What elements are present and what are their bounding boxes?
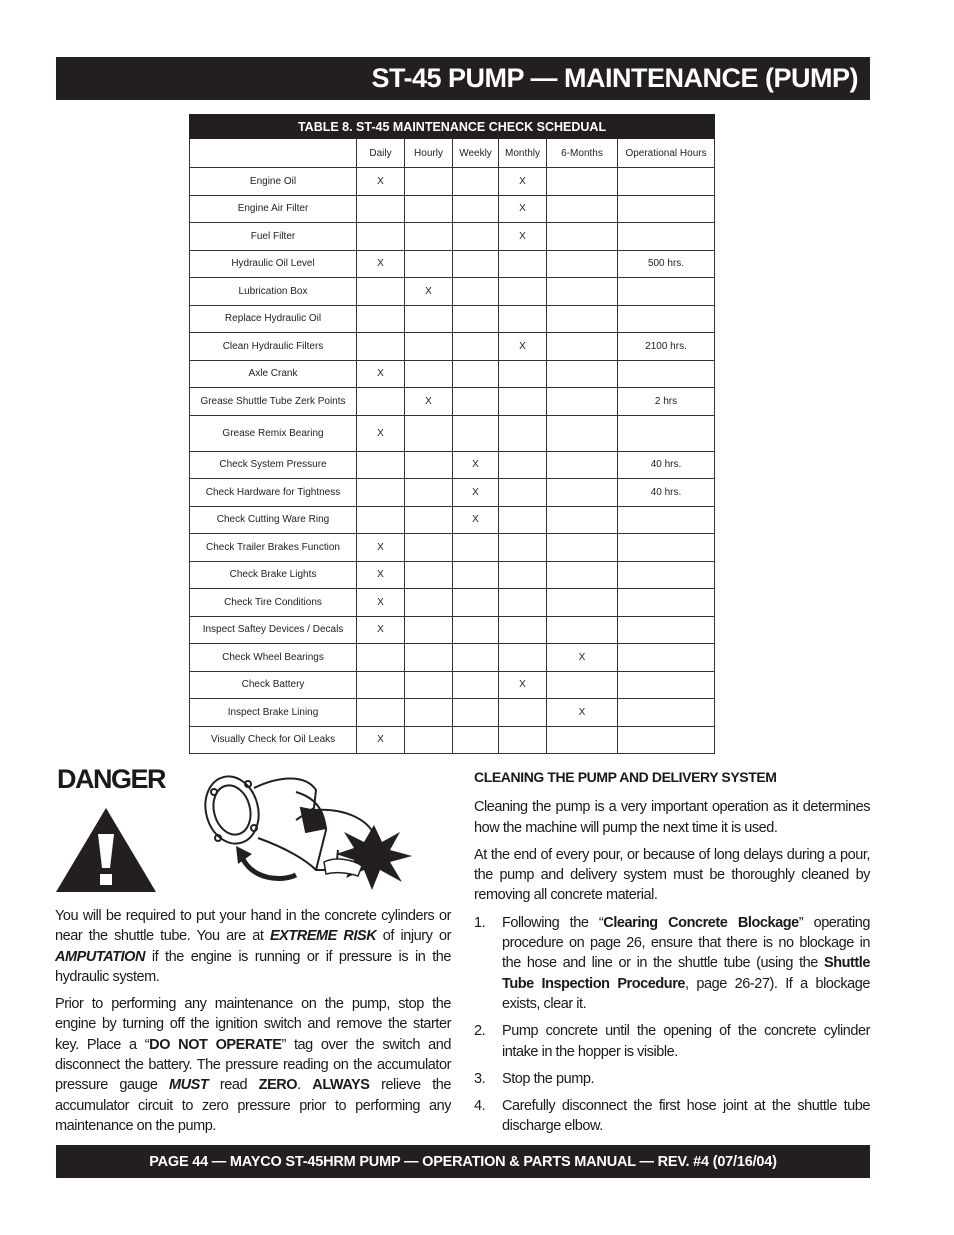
table-cell: X — [357, 168, 405, 196]
table-cell: X — [357, 589, 405, 617]
table-cell — [405, 589, 453, 617]
danger-text — [55, 906, 451, 1143]
footer-text: PAGE 44 — MAYCO ST-45HRM PUMP — OPERATION & PARTS MANUAL — REV. #4 (07/16/04) — [149, 1153, 777, 1170]
table-cell — [453, 671, 499, 699]
table-cell: 40 hrs. — [618, 479, 715, 507]
table-cell-task: Fuel Filter — [190, 223, 357, 251]
table-cell: X — [357, 726, 405, 754]
table-cell-task: Inspect Brake Lining — [190, 699, 357, 727]
table-cell-task: Check Cutting Ware Ring — [190, 506, 357, 534]
table-cell — [499, 644, 547, 672]
table-row — [190, 726, 715, 754]
table-cell — [499, 561, 547, 589]
table-cell — [453, 415, 499, 451]
cleaning-step: 3. Stop the pump. — [474, 1070, 595, 1087]
table-cell: X — [357, 415, 405, 451]
table-cell-task: Check Brake Lights — [190, 561, 357, 589]
table-cell — [357, 479, 405, 507]
column-header: 6-Months — [547, 139, 618, 168]
table-cell — [547, 479, 618, 507]
table-cell — [547, 388, 618, 416]
table-cell — [357, 278, 405, 306]
table-cell-task: Visually Check for Oil Leaks — [190, 726, 357, 754]
column-header: Monthly — [499, 139, 547, 168]
table-caption: TABLE 8. ST-45 MAINTENANCE CHECK SCHEDUAL — [190, 115, 715, 139]
table-cell-task: Grease Remix Bearing — [190, 415, 357, 451]
table-cell: X — [357, 534, 405, 562]
table-cell — [405, 195, 453, 223]
table-cell — [499, 305, 547, 333]
table-cell: X — [453, 506, 499, 534]
table-cell — [547, 451, 618, 479]
table-cell — [357, 644, 405, 672]
table-cell-task: Clean Hydraulic Filters — [190, 333, 357, 361]
cleaning-paragraph-1: Cleaning the pump is a very important operation as it determines how the machine will pump the next time it is used. — [474, 799, 870, 836]
table-cell-task: Check Wheel Bearings — [190, 644, 357, 672]
table-cell — [453, 250, 499, 278]
table-cell — [499, 278, 547, 306]
table-cell-task: Check Tire Conditions — [190, 589, 357, 617]
table-row — [190, 479, 715, 507]
table-row — [190, 451, 715, 479]
warning-triangle-icon — [54, 806, 158, 894]
table-cell: X — [357, 360, 405, 388]
table-row — [190, 415, 715, 451]
table-cell — [405, 415, 453, 451]
column-header: Operational Hours — [618, 139, 715, 168]
table-cell: X — [405, 388, 453, 416]
table-cell: 2100 hrs. — [618, 333, 715, 361]
table-cell — [547, 671, 618, 699]
table-cell-task: Replace Hydraulic Oil — [190, 305, 357, 333]
table-cell: 40 hrs. — [618, 451, 715, 479]
amputation-hazard-illustration — [196, 770, 421, 895]
table-cell — [547, 223, 618, 251]
table-cell — [499, 415, 547, 451]
page-title: ST-45 PUMP — MAINTENANCE (PUMP) — [371, 63, 858, 93]
table-cell — [547, 333, 618, 361]
table-cell: X — [357, 250, 405, 278]
table-cell — [453, 534, 499, 562]
table-cell — [499, 534, 547, 562]
table-cell — [357, 699, 405, 727]
table-cell — [618, 415, 715, 451]
table-cell — [405, 479, 453, 507]
table-row — [190, 168, 715, 196]
table-row — [190, 250, 715, 278]
table-cell — [547, 506, 618, 534]
table-row — [190, 333, 715, 361]
table-cell — [453, 726, 499, 754]
table-cell — [405, 534, 453, 562]
danger-paragraph-2: Prior to performing any maintenance on the pump, stop the engine by turning off the ignition switch and remove the starter key. Place a “DO NOT OPERATE” tag over the switch and disconnect the battery. The pressure reading on the accumulator pressure gauge MUST read ZERO. ALWAYS relieve the accumulator circuit to zero pressure prior to performing any maintenance on the pump. — [55, 996, 451, 1134]
table-cell — [357, 333, 405, 361]
table-cell-task: Check System Pressure — [190, 451, 357, 479]
maintenance-schedule-table — [189, 114, 715, 754]
table-cell — [618, 726, 715, 754]
table-cell — [547, 250, 618, 278]
cleaning-section — [474, 767, 870, 1144]
table-cell: X — [357, 561, 405, 589]
table-cell: X — [499, 671, 547, 699]
column-header — [190, 139, 357, 168]
table-cell-task: Check Hardware for Tightness — [190, 479, 357, 507]
table-cell-task: Check Trailer Brakes Function — [190, 534, 357, 562]
danger-heading: DANGER — [57, 764, 166, 794]
table-cell — [405, 561, 453, 589]
table-cell — [618, 278, 715, 306]
table-cell — [357, 671, 405, 699]
table-cell — [453, 589, 499, 617]
table-cell — [405, 333, 453, 361]
table-row — [190, 388, 715, 416]
table-cell — [453, 561, 499, 589]
table-cell — [405, 506, 453, 534]
table-cell — [618, 305, 715, 333]
table-row — [190, 506, 715, 534]
table-cell — [357, 305, 405, 333]
table-cell — [499, 451, 547, 479]
table-cell — [618, 699, 715, 727]
table-cell — [618, 561, 715, 589]
table-cell — [499, 388, 547, 416]
table-cell: X — [405, 278, 453, 306]
table-cell — [405, 168, 453, 196]
cleaning-step: 4. Carefully disconnect the first hose joint at the shuttle tube discharge elbow. — [474, 1098, 870, 1135]
table-header-row — [190, 139, 715, 168]
cleaning-heading: CLEANING THE PUMP AND DELIVERY SYSTEM — [474, 769, 777, 785]
table-cell — [547, 726, 618, 754]
table-row — [190, 305, 715, 333]
table-cell-task: Check Battery — [190, 671, 357, 699]
column-header: Daily — [357, 139, 405, 168]
table-cell — [547, 415, 618, 451]
table-cell — [547, 589, 618, 617]
column-header: Weekly — [453, 139, 499, 168]
table-cell — [453, 616, 499, 644]
table-cell — [618, 168, 715, 196]
table-cell: 2 hrs — [618, 388, 715, 416]
table-cell — [618, 671, 715, 699]
table-cell-task: Engine Oil — [190, 168, 357, 196]
table-cell — [547, 534, 618, 562]
table-cell: X — [499, 333, 547, 361]
table-cell — [499, 506, 547, 534]
table-cell: X — [499, 223, 547, 251]
table-cell — [453, 644, 499, 672]
table-cell — [547, 616, 618, 644]
table-cell — [453, 699, 499, 727]
table-row — [190, 589, 715, 617]
table-cell — [499, 726, 547, 754]
table-row — [190, 278, 715, 306]
table-cell — [618, 534, 715, 562]
table-cell — [499, 589, 547, 617]
table-cell — [499, 360, 547, 388]
table-cell — [453, 333, 499, 361]
table-cell — [357, 506, 405, 534]
table-row — [190, 195, 715, 223]
table-cell — [547, 195, 618, 223]
table-cell-task: Hydraulic Oil Level — [190, 250, 357, 278]
table-cell — [499, 479, 547, 507]
table-cell — [547, 561, 618, 589]
table-cell — [618, 223, 715, 251]
table-cell: X — [453, 479, 499, 507]
table-cell — [499, 699, 547, 727]
table-cell — [405, 223, 453, 251]
table-row — [190, 223, 715, 251]
table-cell — [357, 451, 405, 479]
table-cell — [405, 451, 453, 479]
table-cell — [618, 506, 715, 534]
table-cell: 500 hrs. — [618, 250, 715, 278]
cleaning-step: 2. Pump concrete until the opening of the concrete cylinder intake in the hopper is visible. — [474, 1023, 870, 1060]
table-cell-task: Axle Crank — [190, 360, 357, 388]
table-cell — [405, 360, 453, 388]
table-cell — [499, 616, 547, 644]
table-cell — [547, 168, 618, 196]
table-row — [190, 644, 715, 672]
table-cell — [547, 278, 618, 306]
page-footer — [56, 1145, 870, 1178]
table-cell — [453, 278, 499, 306]
table-cell — [453, 388, 499, 416]
table-cell — [357, 388, 405, 416]
table-cell — [618, 360, 715, 388]
table-cell-task: Inspect Saftey Devices / Decals — [190, 616, 357, 644]
table-cell — [405, 250, 453, 278]
table-cell — [405, 699, 453, 727]
table-cell — [357, 223, 405, 251]
table-cell — [547, 305, 618, 333]
column-header: Hourly — [405, 139, 453, 168]
table-cell — [453, 305, 499, 333]
table-cell — [405, 616, 453, 644]
table-cell — [547, 360, 618, 388]
danger-paragraph-1: You will be required to put your hand in the concrete cylinders or near the shuttle tube. You are at EXTREME RISK of injury or AMPUTATION if the engine is running or if pressure is in the hydraulic system. — [55, 908, 451, 985]
table-cell: X — [357, 616, 405, 644]
table-cell-task: Grease Shuttle Tube Zerk Points — [190, 388, 357, 416]
table-cell — [357, 195, 405, 223]
table-cell — [405, 305, 453, 333]
table-row — [190, 534, 715, 562]
table-cell — [453, 223, 499, 251]
table-cell — [453, 195, 499, 223]
table-cell — [405, 726, 453, 754]
table-cell: X — [547, 644, 618, 672]
table-row — [190, 671, 715, 699]
table-cell — [618, 195, 715, 223]
table-cell — [499, 250, 547, 278]
table-cell — [405, 671, 453, 699]
table-cell: X — [547, 699, 618, 727]
table-row — [190, 360, 715, 388]
table-cell — [405, 644, 453, 672]
table-cell — [618, 644, 715, 672]
table-cell: X — [499, 168, 547, 196]
table-cell — [618, 616, 715, 644]
table-cell — [453, 360, 499, 388]
cleaning-step: 1. Following the “Clearing Concrete Blockage” operating procedure on page 26, ensure that there is no blockage in the hose and line or in the shuttle tube (using the Shuttle Tube Inspection Procedure, page 26-27). If a blockage exists, clear it. — [474, 914, 870, 1012]
table-row — [190, 561, 715, 589]
table-cell: X — [453, 451, 499, 479]
table-cell-task: Engine Air Filter — [190, 195, 357, 223]
table-cell-task: Lubrication Box — [190, 278, 357, 306]
table-cell — [453, 168, 499, 196]
table-cell — [618, 589, 715, 617]
table-cell: X — [499, 195, 547, 223]
table-row — [190, 699, 715, 727]
table-row — [190, 616, 715, 644]
page-title-bar — [56, 57, 870, 100]
cleaning-paragraph-2: At the end of every pour, or because of long delays during a pour, the pump and delivery system must be thoroughly cleaned by removing all concrete material. — [474, 846, 870, 904]
